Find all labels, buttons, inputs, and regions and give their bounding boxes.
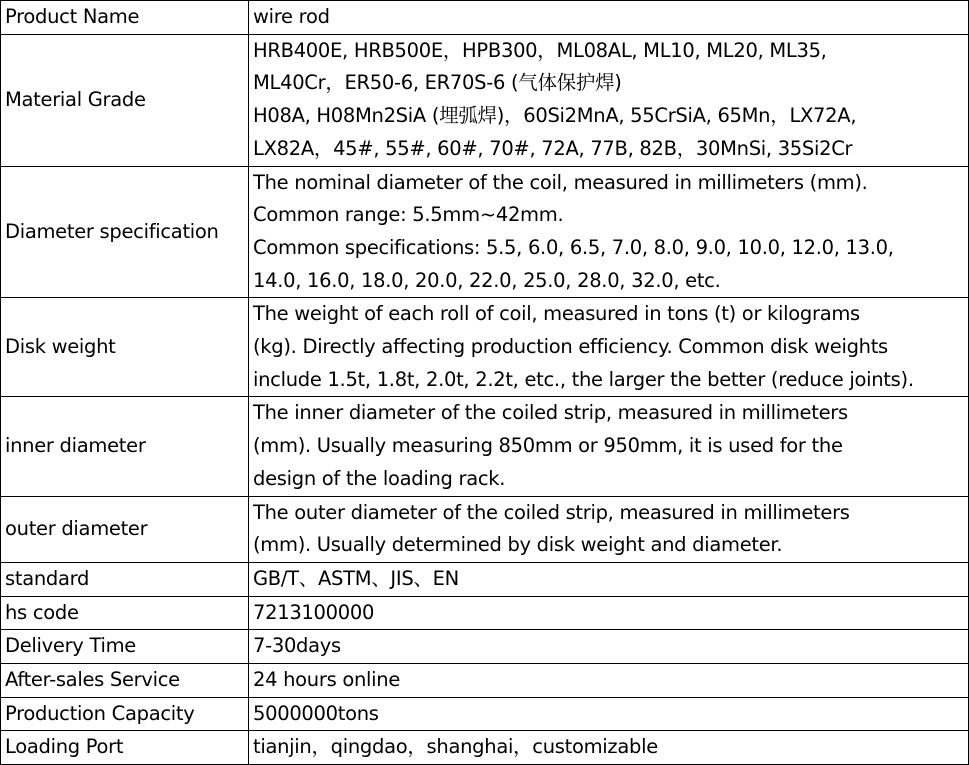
table-row [1,697,969,731]
value-line: 7213100000 [253,600,375,624]
row-value [249,397,969,496]
row-value [249,34,969,166]
value-line: Common specifications: 5.5, 6.0, 6.5, 7.0, 8.0, 9.0, 10.0, 12.0, 13.0, [253,235,894,259]
value-line: ML40Cr，ER50-6, ER70S-6 (气体保护焊) [253,71,622,95]
value-line: GB/T、ASTM、JIS、EN [253,566,459,590]
value-line: The nominal diameter of the coil, measured in millimeters (mm). [253,170,868,194]
row-label: hs code [1,596,249,630]
table-body [1,1,969,765]
row-value [249,664,969,698]
row-value [249,298,969,397]
table-row [1,630,969,664]
row-label: Material Grade [1,34,249,166]
row-label: Loading Port [1,731,249,765]
row-label: After-sales Service [1,664,249,698]
value-line: (mm). Usually measuring 850mm or 950mm, it is used for the [253,434,843,458]
table-row [1,664,969,698]
value-line: The inner diameter of the coiled strip, measured in millimeters [253,401,848,425]
table-row [1,397,969,496]
row-value [249,562,969,596]
value-line: wire rod [253,5,330,28]
value-line: Common range: 5.5mm~42mm. [253,203,564,227]
table-row [1,166,969,298]
value-line: HRB400E, HRB500E，HPB300，ML08AL, ML10, ML20, ML35, [253,38,827,62]
row-label: outer diameter [1,496,249,562]
row-value [249,166,969,298]
value-line: The weight of each roll of coil, measured in tons (t) or kilograms [253,302,860,326]
row-label: Diameter specification [1,166,249,298]
row-value [249,1,969,35]
row-label: Delivery Time [1,630,249,664]
value-line: design of the loading rack. [253,466,506,490]
table-row [1,34,969,166]
row-label: Production Capacity [1,697,249,731]
value-line: include 1.5t, 1.8t, 2.0t, 2.2t, etc., the larger the better (reduce joints). [253,367,914,391]
table-row [1,496,969,562]
row-label: inner diameter [1,397,249,496]
value-line: 14.0, 16.0, 18.0, 20.0, 22.0, 25.0, 28.0, 32.0, etc. [253,268,721,292]
table-row [1,1,969,35]
value-line: H08A, H08Mn2SiA (埋弧焊)，60Si2MnA, 55CrSiA, 65Mn，LX72A, [253,104,857,128]
value-line: 7-30days [253,634,341,658]
value-line: (mm). Usually determined by disk weight and diameter. [253,533,783,557]
row-value [249,496,969,562]
value-line: The outer diameter of the coiled strip, measured in millimeters [253,500,850,524]
table-row [1,596,969,630]
row-value [249,697,969,731]
value-line: 24 hours online [253,668,401,692]
row-label: Disk weight [1,298,249,397]
value-line: LX82A，45#, 55#, 60#, 70#, 72A, 77B, 82B，30MnSi, 35Si2Cr [253,136,853,160]
row-value [249,596,969,630]
table-row [1,562,969,596]
value-line: 5000000tons [253,701,379,725]
value-line: (kg). Directly affecting production efficiency. Common disk weights [253,335,888,359]
row-value [249,630,969,664]
row-label: standard [1,562,249,596]
value-line: tianjin，qingdao，shanghai，customizable [253,735,658,759]
row-label: Product Name [1,1,249,35]
table-row [1,298,969,397]
